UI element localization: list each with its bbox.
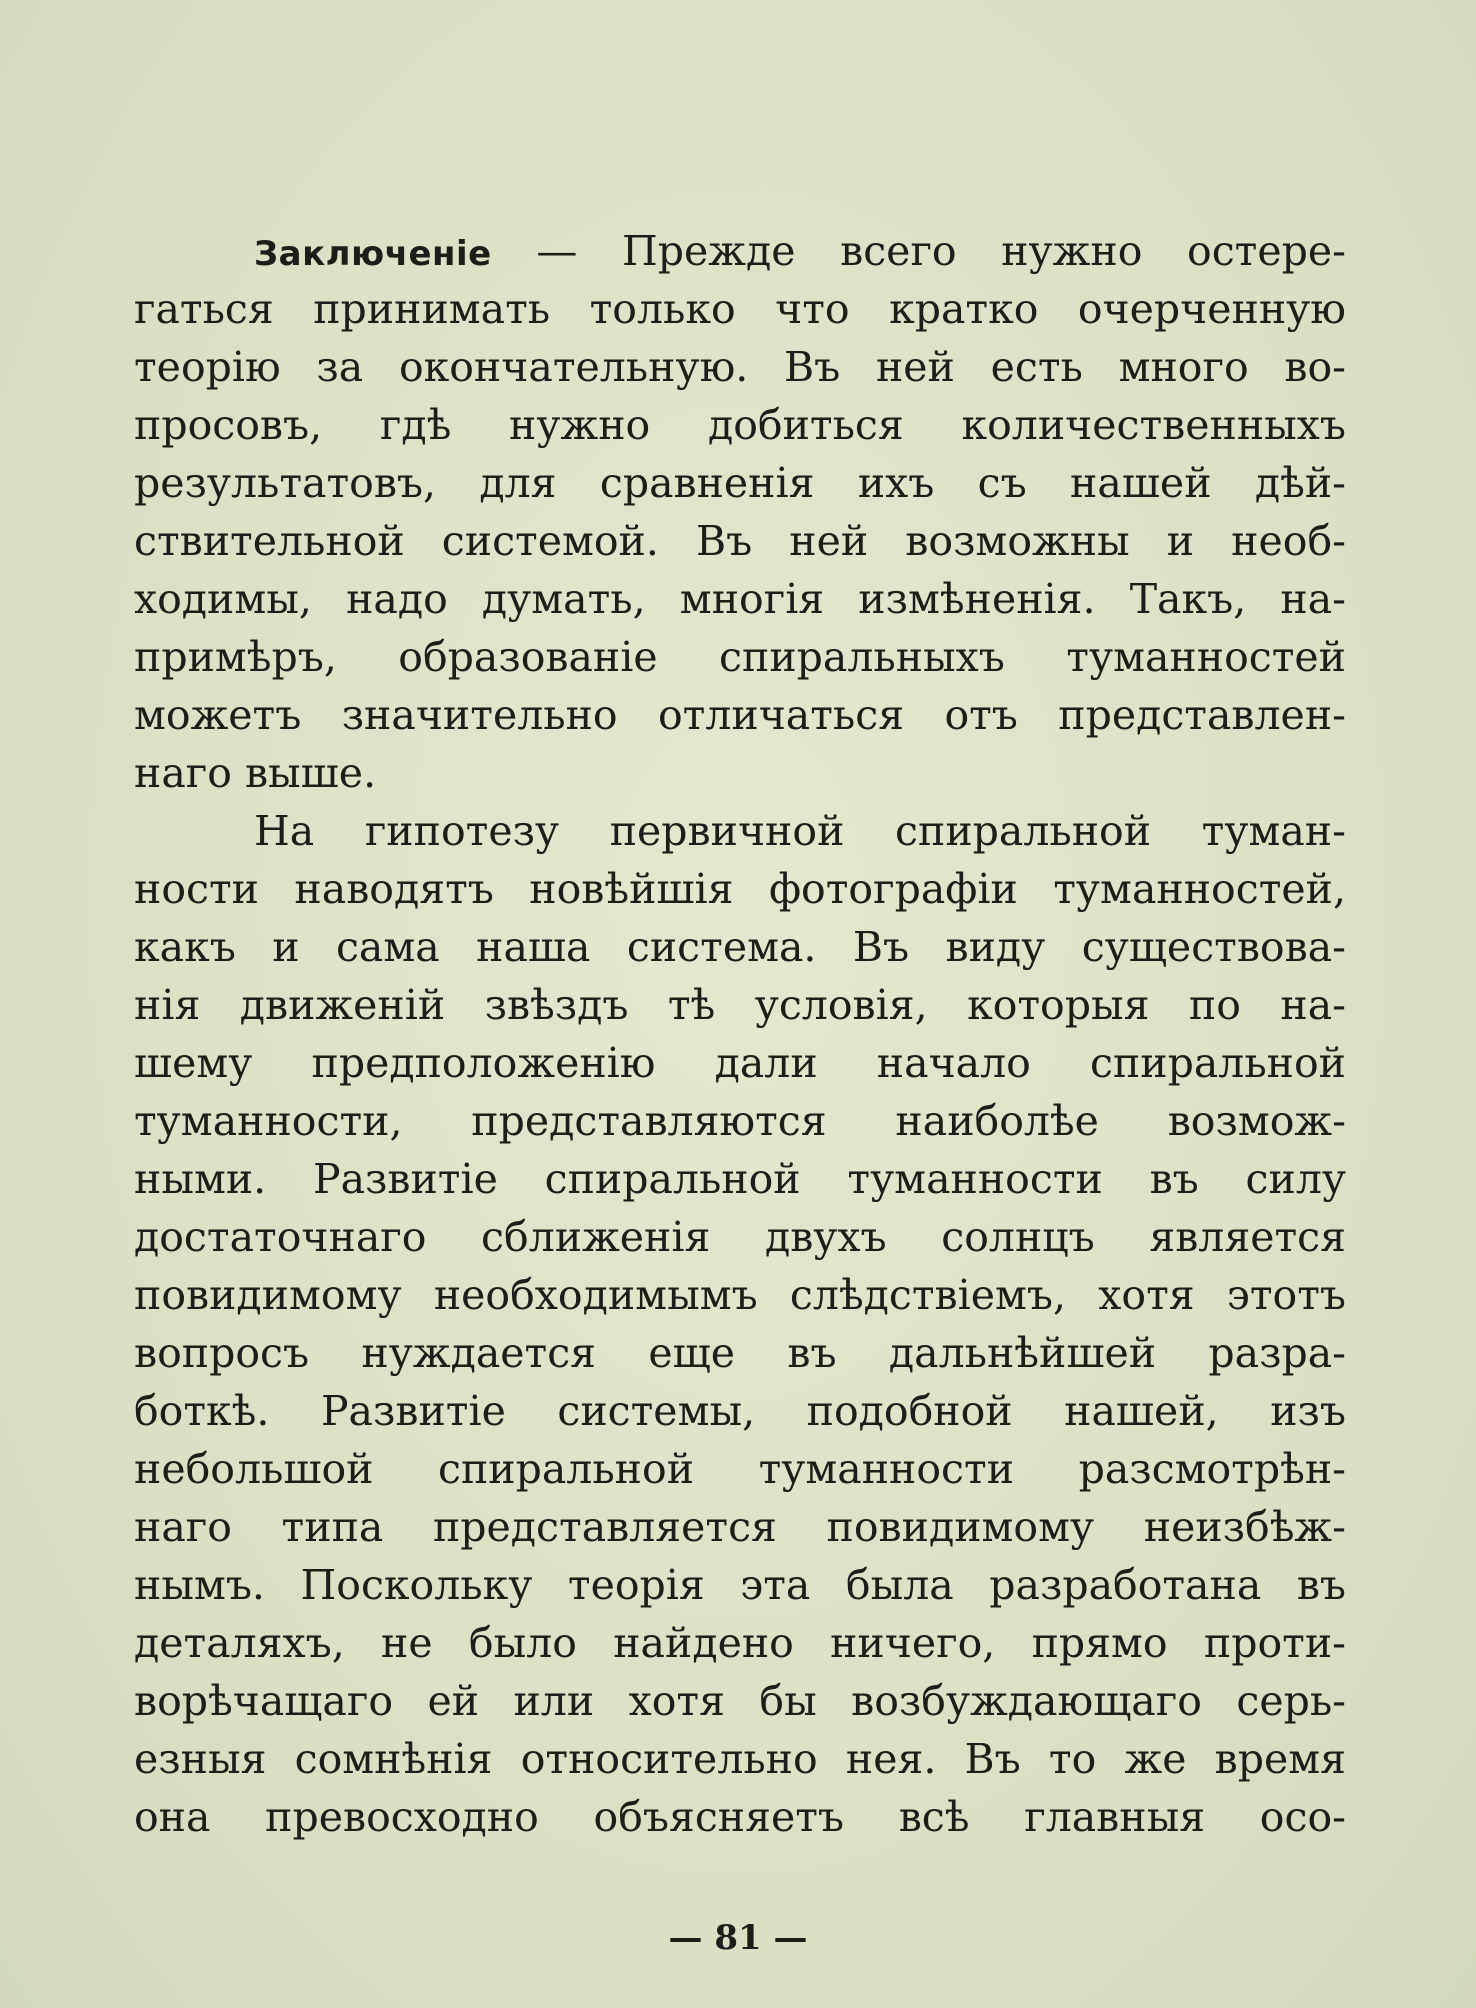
- text-line: результатовъ, для сравненія ихъ съ нашей дѣй-: [134, 459, 1346, 507]
- text-line: наго выше.: [134, 749, 377, 797]
- text-line: нія движеній звѣздъ тѣ условія, которыя по на-: [134, 981, 1346, 1029]
- page-number: — 81 —: [668, 1918, 808, 1958]
- text-line: туманности, представляются наиболѣе возмож-: [134, 1097, 1346, 1145]
- text-line: Заключенie — Прежде всего нужно остере-: [254, 227, 1346, 275]
- text-line: повидимому необходимымъ слѣдствіемъ, хотя этотъ: [134, 1271, 1346, 1319]
- text-line: нымъ. Поскольку теорія эта была разработана въ: [134, 1561, 1346, 1609]
- text-line: боткѣ. Развитіе системы, подобной нашей, изъ: [134, 1387, 1346, 1435]
- text-line: она превосходно объясняетъ всѣ главныя осо-: [134, 1793, 1346, 1841]
- text-line: ности наводятъ новѣйшія фотографіи туманностей,: [134, 865, 1346, 913]
- text-line: ворѣчащаго ей или хотя бы возбуждающаго серь-: [134, 1677, 1346, 1725]
- text-line: шему предположенію дали начало спиральной: [134, 1039, 1346, 1087]
- text-line: ными. Развитіе спиральной туманности въ силу: [134, 1155, 1346, 1203]
- text-line: вопросъ нуждается еще въ дальнѣйшей разра-: [134, 1329, 1346, 1377]
- text-line: теорію за окончательную. Въ ней есть много во-: [134, 343, 1346, 391]
- text-line: наго типа представляется повидимому неизбѣж-: [134, 1503, 1346, 1551]
- text-line: ходимы, надо думать, многія измѣненія. Такъ, на-: [134, 575, 1346, 623]
- text-line: езныя сомнѣнія относительно нея. Въ то же время: [134, 1735, 1346, 1783]
- text-line: гаться принимать только что кратко очерченную: [134, 285, 1346, 333]
- text-line: На гипотезу первичной спиральной туман-: [254, 807, 1346, 855]
- text-line: небольшой спиральной туманности разсмотрѣн-: [134, 1445, 1346, 1493]
- text-line: можетъ значительно отличаться отъ представлен-: [134, 691, 1346, 739]
- text-line: просовъ, гдѣ нужно добиться количественныхъ: [134, 401, 1346, 449]
- text-line: какъ и сама наша система. Въ виду существова-: [134, 923, 1346, 971]
- body-text: [134, 222, 1346, 1846]
- text-line: ствительной системой. Въ ней возможны и необ-: [134, 517, 1346, 565]
- section-heading: Заключенie: [254, 234, 492, 274]
- text-line: примѣръ, образованіе спиральныхъ туманностей: [134, 633, 1346, 681]
- text-line: достаточнаго сближенія двухъ солнцъ является: [134, 1213, 1346, 1261]
- text-line: деталяхъ, не было найдено ничего, прямо проти-: [134, 1619, 1346, 1667]
